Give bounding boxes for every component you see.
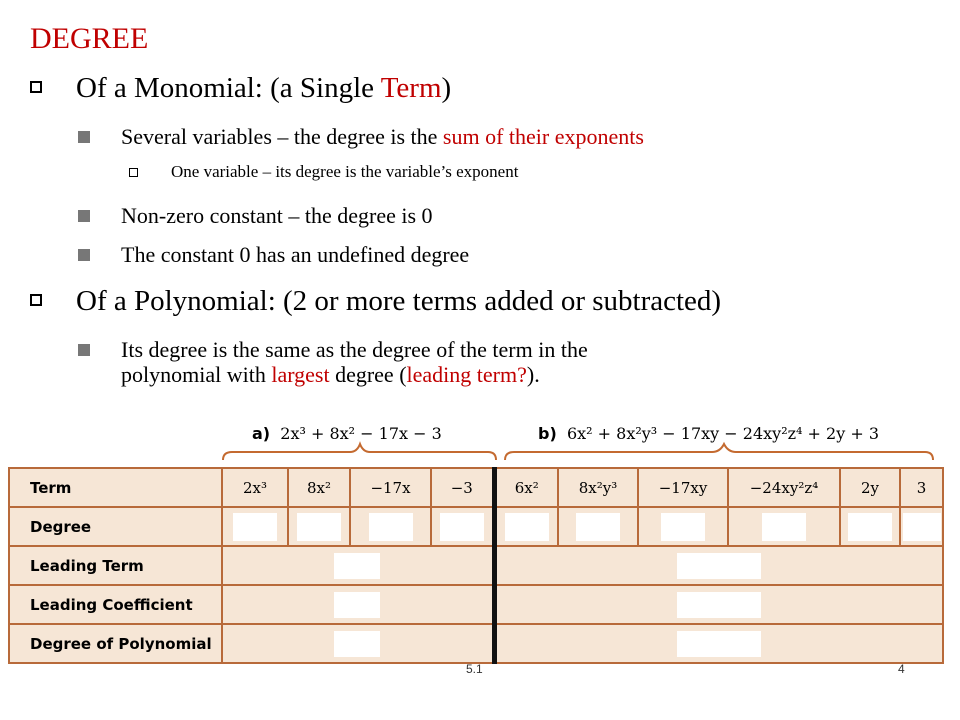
term-cell: 2x³: [222, 468, 288, 507]
table-row-leading-coefficient: [9, 585, 943, 624]
bullet-one-variable: [171, 162, 518, 182]
table-row-leading-term: [9, 546, 943, 585]
square-bullet-icon: [78, 249, 90, 261]
table-row-degree-of-polynomial: [9, 624, 943, 663]
sum-exponents-text: sum of their exponents: [442, 124, 644, 149]
leading-coefficient-b-cell: [494, 585, 943, 624]
degree-blank-cell: [222, 507, 288, 546]
hollow-square-bullet-icon: [129, 168, 138, 177]
degree-blank-cell: [728, 507, 840, 546]
term-cell: −24xy²z⁴: [728, 468, 840, 507]
leading-term-a-cell: [222, 546, 494, 585]
term-cell: 6x²: [494, 468, 558, 507]
largest-text: largest: [271, 362, 330, 387]
row-label-term: Term: [9, 468, 222, 507]
brace-lines: [0, 440, 960, 466]
leading-term-text: leading term?: [406, 362, 527, 387]
polynomial-b-expression: 6x² + 8x²y³ − 17xy − 24xy²z⁴ + 2y + 3: [566, 424, 880, 443]
footer-page-number: 4: [898, 662, 905, 676]
polynomial-degree-line2: [121, 362, 588, 387]
row-label-leading-term: Leading Term: [9, 546, 222, 585]
table-row-term: [9, 468, 943, 507]
several-variables-text: Several variables – the degree is the: [121, 124, 443, 149]
polynomial-title: Of a Polynomial: (2 or more terms added or subtracted): [76, 285, 722, 317]
degree-blank-cell: [558, 507, 638, 546]
term-cell: −17x: [350, 468, 431, 507]
monomial-title-term: Term: [380, 72, 442, 104]
degree-blank-cell: [350, 507, 431, 546]
slide-heading: DEGREE: [30, 22, 149, 55]
label-b: b): [538, 424, 557, 443]
term-cell: 3: [900, 468, 943, 507]
term-cell: 8x²y³: [558, 468, 638, 507]
line2-end: ).: [526, 362, 540, 387]
row-label-degree: Degree: [9, 507, 222, 546]
term-cell: 8x²: [288, 468, 350, 507]
footer-section-number: 5.1: [466, 662, 483, 676]
bullet-nonzero-constant: [121, 203, 433, 228]
degree-blank-cell: [840, 507, 900, 546]
polynomial-a-expression: 2x³ + 8x² − 17x − 3: [280, 424, 442, 443]
square-bullet-icon: [78, 210, 90, 222]
polynomial-degree-a-cell: [222, 624, 494, 663]
line2-start: polynomial with: [121, 362, 272, 387]
degree-table: [8, 467, 944, 664]
bullet-monomial: [76, 72, 451, 105]
term-cell: −3: [431, 468, 494, 507]
row-label-degree-of-polynomial: Degree of Polynomial: [9, 624, 222, 663]
square-bullet-icon: [78, 131, 90, 143]
term-cell: 2y: [840, 468, 900, 507]
brace-b-icon: [505, 444, 933, 460]
term-cell: −17xy: [638, 468, 728, 507]
monomial-title-close: ): [441, 72, 452, 104]
degree-blank-cell: [638, 507, 728, 546]
degree-blank-cell: [431, 507, 494, 546]
label-a: a): [252, 424, 271, 443]
nonzero-constant-text: Non-zero constant – the degree is 0: [121, 203, 433, 228]
polynomial-degree-b-cell: [494, 624, 943, 663]
one-variable-text: One variable – its degree is the variable’s exponent: [171, 162, 519, 181]
leading-coefficient-a-cell: [222, 585, 494, 624]
degree-blank-cell: [494, 507, 558, 546]
leading-term-b-cell: [494, 546, 943, 585]
bullet-polynomial-degree: [121, 337, 588, 387]
monomial-title: Of a Monomial: (a Single: [76, 72, 381, 104]
hollow-square-bullet-icon: [30, 81, 42, 93]
bullet-several-variables: [121, 124, 644, 149]
bullet-constant-zero: [121, 242, 469, 267]
table-row-degree: [9, 507, 943, 546]
line2-middle: degree (: [329, 362, 407, 387]
polynomial-degree-line1: Its degree is the same as the degree of the term in the: [121, 337, 588, 362]
square-bullet-icon: [78, 344, 90, 356]
constant-zero-text: The constant 0 has an undefined degree: [121, 242, 470, 267]
row-label-leading-coefficient: Leading Coefficient: [9, 585, 222, 624]
hollow-square-bullet-icon: [30, 294, 42, 306]
bullet-polynomial: [76, 285, 721, 318]
degree-blank-cell: [288, 507, 350, 546]
brace-a-icon: [223, 444, 496, 460]
degree-blank-cell: [900, 507, 943, 546]
